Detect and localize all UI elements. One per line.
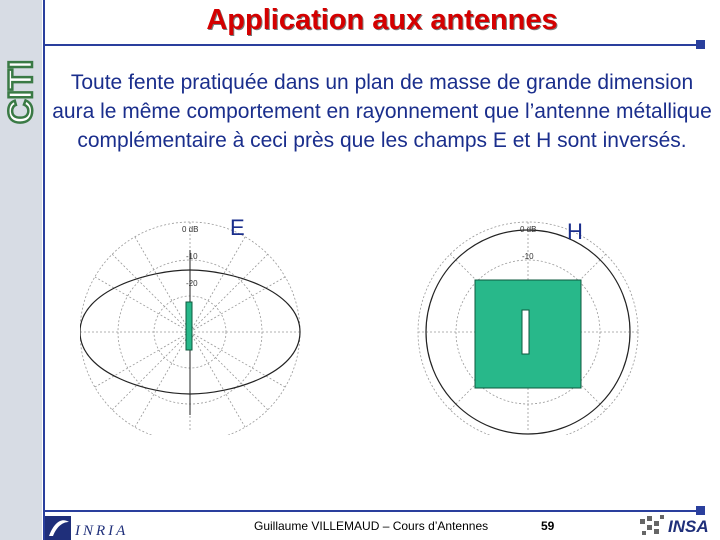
left-divider-line xyxy=(43,0,45,540)
left-scale-20: -20 xyxy=(186,279,198,288)
label-e: E xyxy=(230,215,245,240)
left-scale-10: -10 xyxy=(186,252,198,261)
insa-logo-dots xyxy=(640,515,664,535)
footer-author: Guillaume VILLEMAUD – Cours d’Antennes xyxy=(254,519,489,533)
page-number: 59 xyxy=(541,519,555,533)
slide-title: Application aux antennes xyxy=(206,4,558,36)
label-h: H xyxy=(567,219,583,244)
left-slot xyxy=(186,302,192,350)
inria-logo xyxy=(45,514,140,540)
citi-logo-text: CITI xyxy=(2,59,40,124)
radiation-patterns-diagram xyxy=(80,210,680,435)
footer-line xyxy=(43,510,703,512)
insa-logo xyxy=(638,513,716,540)
right-scale-10: -10 xyxy=(522,252,534,261)
slide-body-text: Toute fente pratiquée dans un plan de masse de grande dimension aura le même comportement en rayonnement que l’antenne métallique complémentaire à ceci près que les champs E et H sont inversés. xyxy=(52,71,712,152)
citi-logo xyxy=(2,6,40,126)
title-underline-end-square xyxy=(696,40,705,49)
title-underline xyxy=(43,44,703,46)
right-slot xyxy=(522,310,529,354)
insa-logo-text: INSA xyxy=(668,517,709,536)
sidebar xyxy=(0,0,42,540)
right-scale-0db: 0 dB xyxy=(520,225,537,234)
left-scale-0db: 0 dB xyxy=(182,225,199,234)
inria-logo-text: INRIA xyxy=(75,523,129,539)
inria-logo-mark xyxy=(45,516,71,540)
